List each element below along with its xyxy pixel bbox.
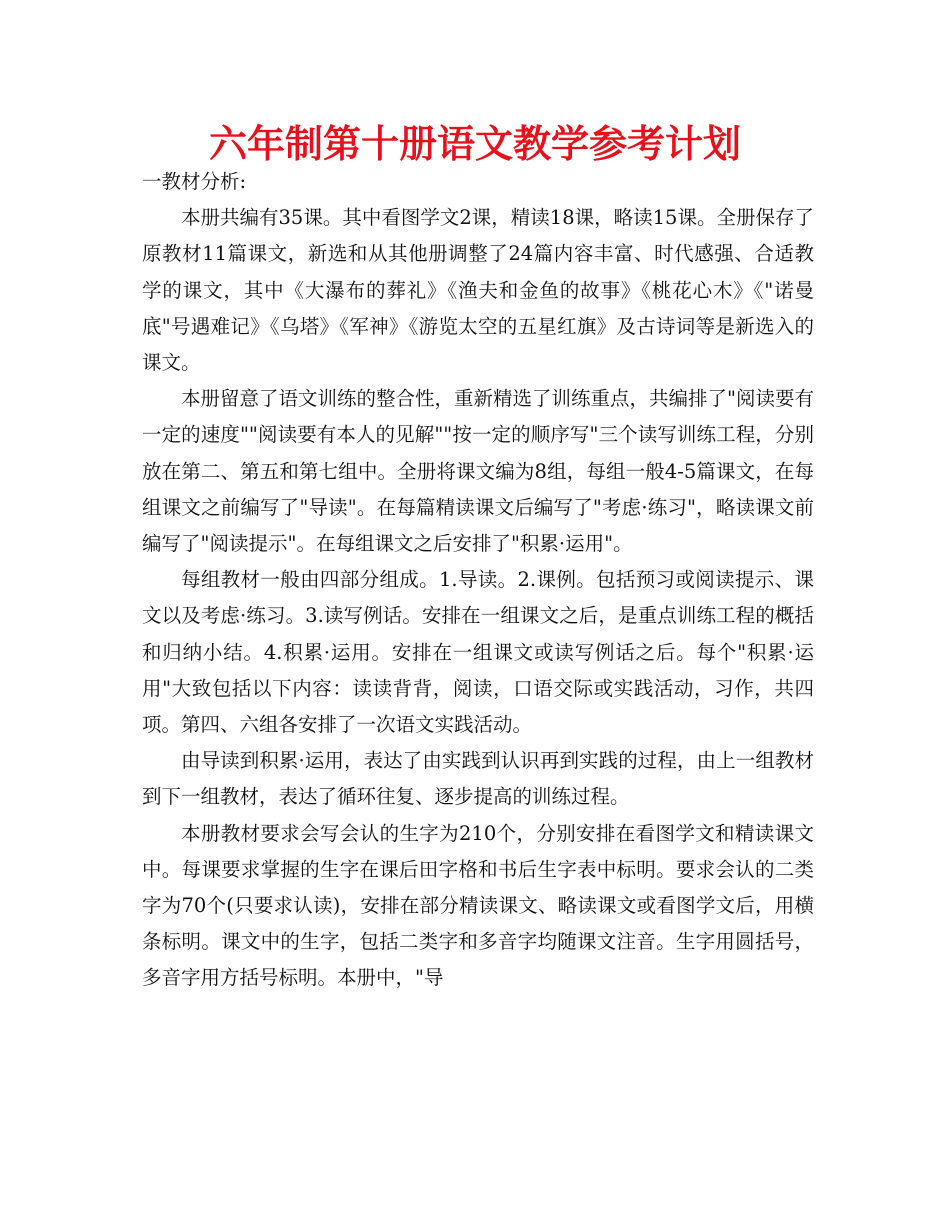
section-heading: 一教材分析: [142, 170, 247, 193]
document-title: 六年制第十册语文教学参考计划 [208, 122, 741, 166]
document-body [142, 164, 814, 997]
paragraph-training-focus: 本册留意了语文训练的整合性，重新精选了训练重点，共编排了"阅读要有一定的速度""阅读要有本人的见解""按一定的顺序写"三个读写训练工程，分别放在第二、第五和第七组中。全册将课文编为8组，每组一般4-5篇课文，在每组课文之前编写了"导读"。在每篇精读课文后编写了"考虑·练习"，略读课文前编写了"阅读提示"。在每组课文之后安排了"积累·运用"。 [142, 387, 814, 556]
paragraph-textbook-overview: 本册共编有35课。其中看图学文2课，精读18课，略读15课。全册保存了原教材11篇课文，新选和从其他册调整了24篇内容丰富、时代感强、合适教学的课文，其中《大瀑布的葬礼》《渔夫和金鱼的故事》《桃花心木》《"诺曼底"号遇难记》《乌塔》《军神》《游览太空的五星红旗》及古诗词等是新选入的课文。 [142, 206, 814, 375]
paragraph-character-requirements: 本册教材要求会写会认的生字为210个，分别安排在看图学文和精读课文中。每课要求掌握的生字在课后田字格和书后生字表中标明。要求会认的二类字为70个(只要求认读)，安排在部分精读课文、略读课文或看图学文后，用横条标明。课文中的生字，包括二类字和多音字均随课文注音。生字用圆括号，多音字用方括号标明。本册中，"导 [142, 821, 814, 990]
paragraph-training-process: 由导读到积累·运用，表达了由实践到认识再到实践的过程，由上一组教材到下一组教材，表达了循环往复、逐步提高的训练过程。 [142, 749, 814, 809]
paragraph-unit-structure: 每组教材一般由四部分组成。1.导读。2.课例。包括预习或阅读提示、课文以及考虑·练习。3.读写例话。安排在一组课文之后，是重点训练工程的概括和归纳小结。4.积累·运用。安排在一组课文或读写例话之后。每个"积累·运用"大致包括以下内容：读读背背，阅读，口语交际或实践活动，习作，共四项。第四、六组各安排了一次语文实践活动。 [142, 568, 814, 737]
